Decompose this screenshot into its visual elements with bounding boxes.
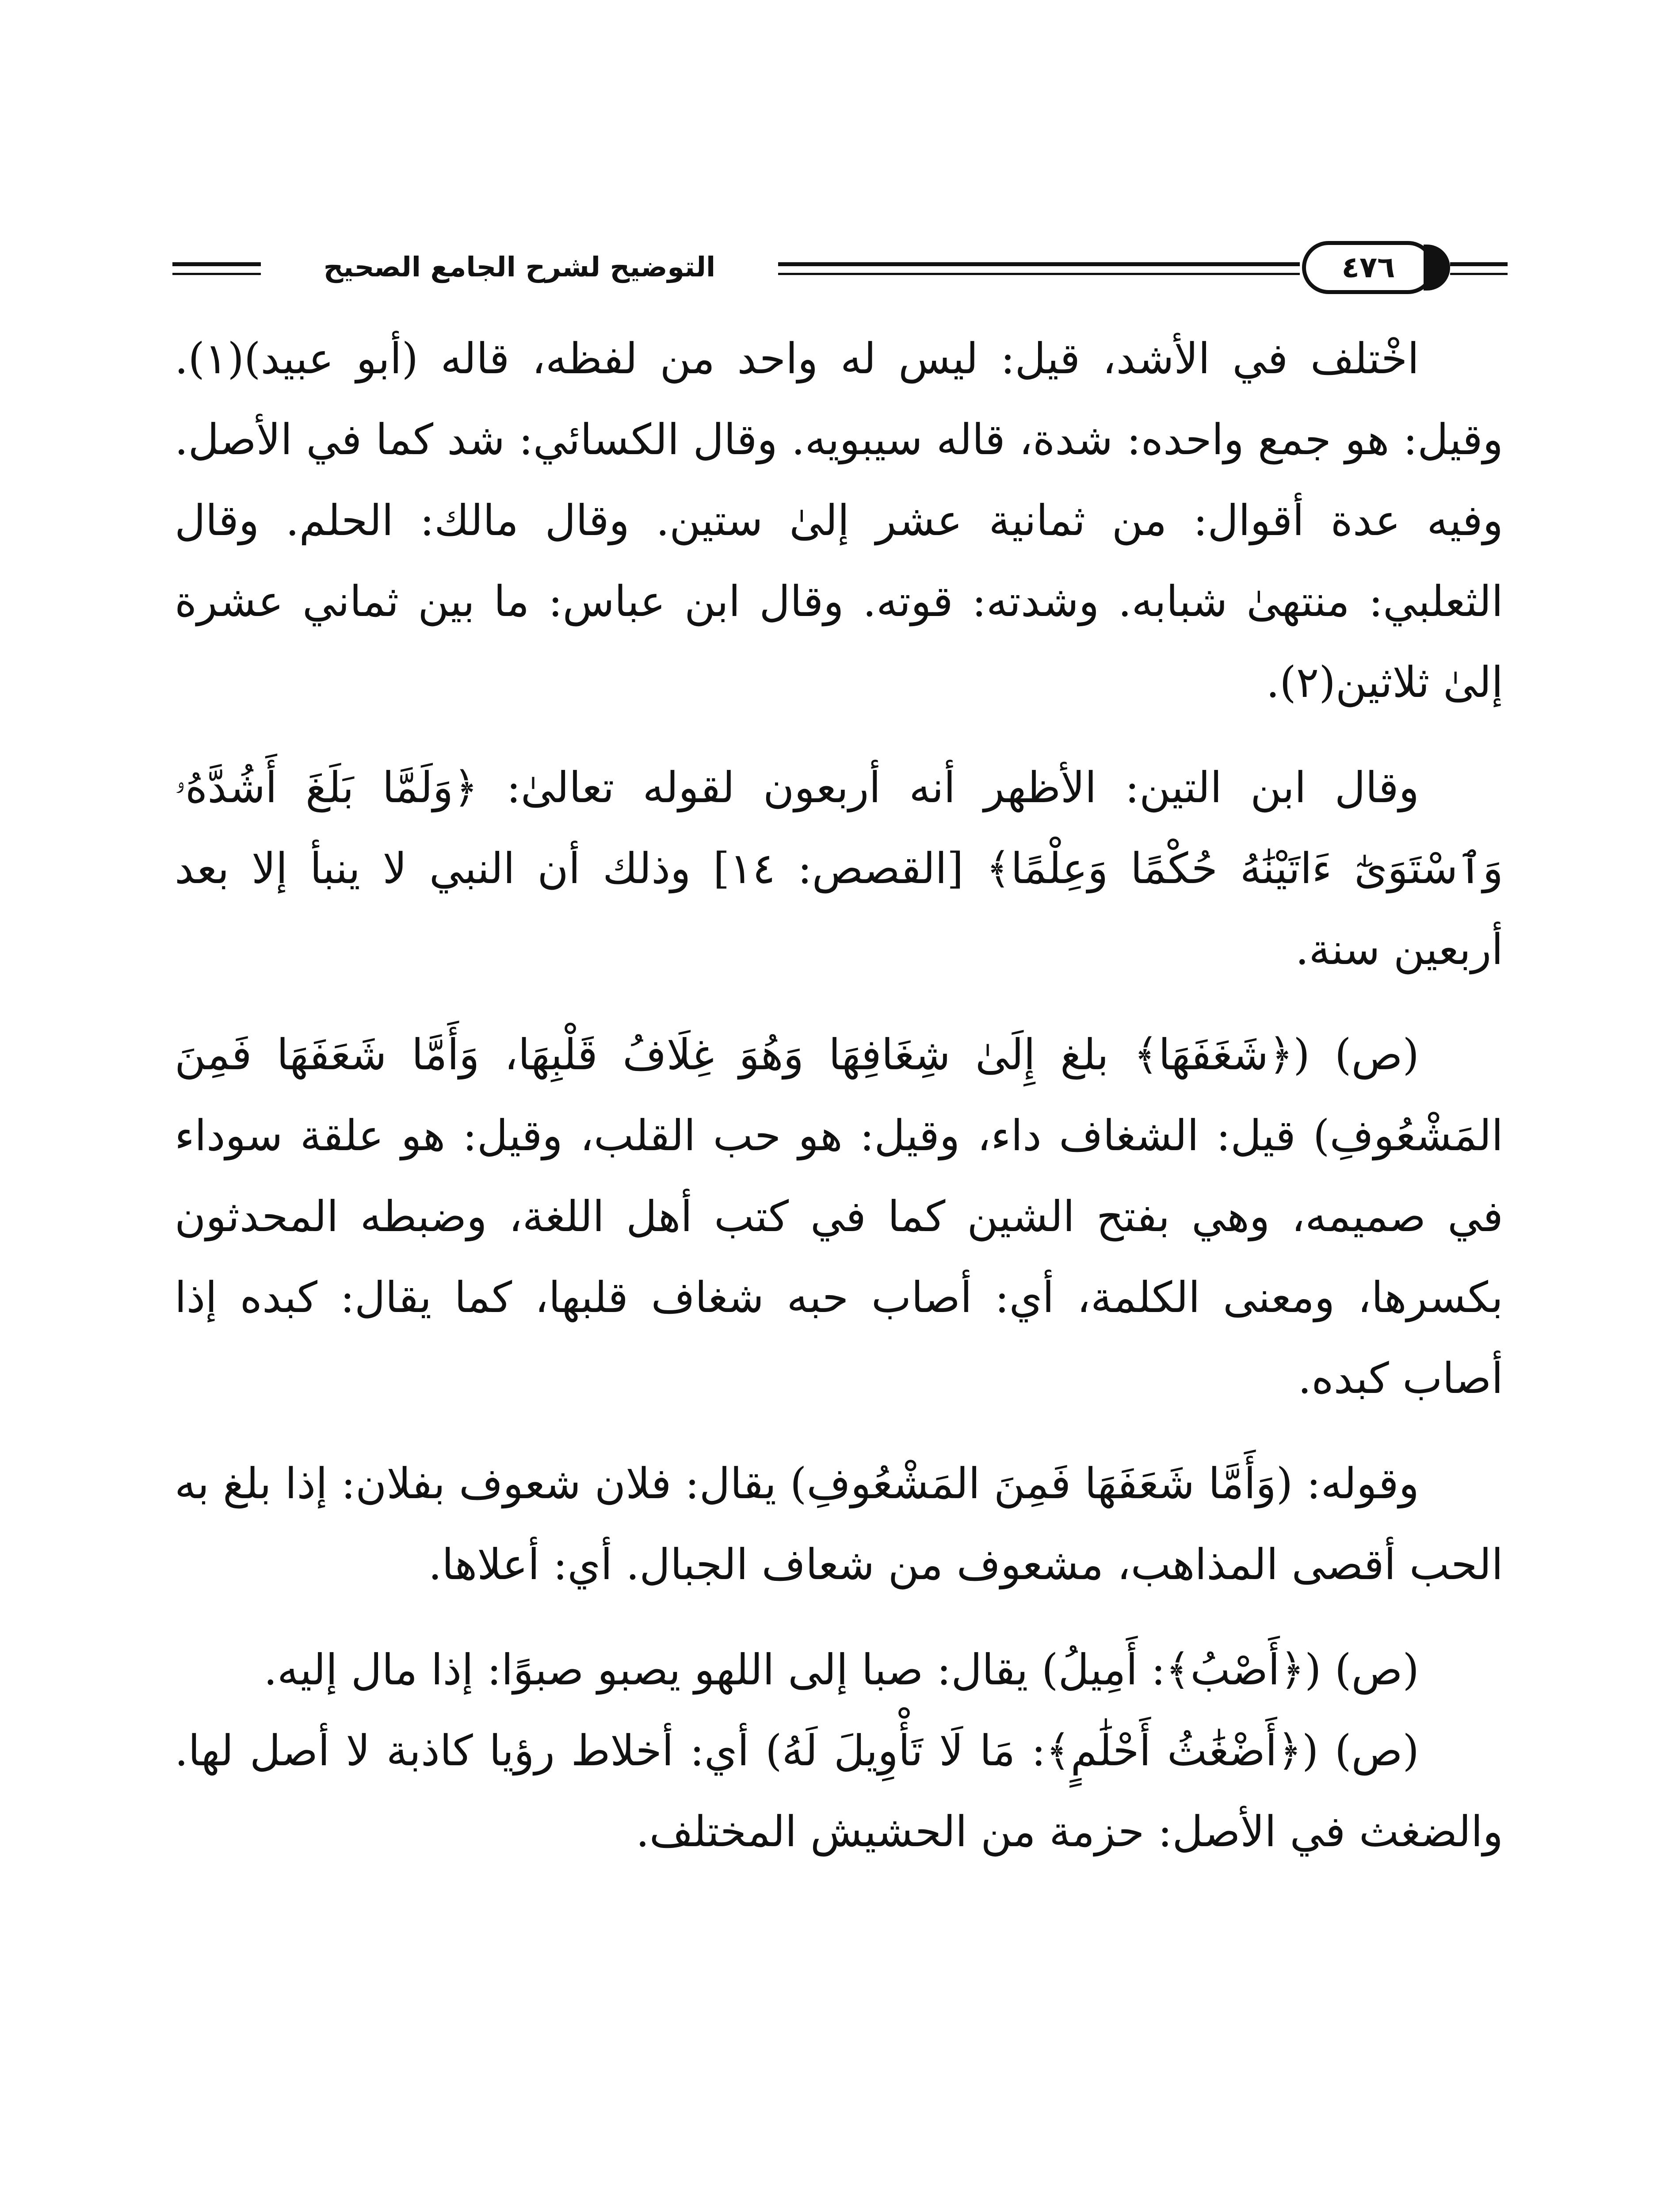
paragraph-ashudd: اخْتلف في الأشد، قيل: ليس له واحد من لفظه، قاله (أبو عبيد)(١). وقيل: هو جمع واحده: شدة، قاله سيبويه. وقال الكسائي: شد كما في الأصل. وفيه عدة أقوال: من ثمانية عشر إلىٰ ستين. وقال مالك: الحلم. وقال الثعلبي: منتهىٰ شبابه. وشدته: قوته. وقال ابن عباس: ما بين ثماني عشرة إلىٰ ثلاثين(٢). bbox=[175, 334, 1504, 707]
header-rule-left-top bbox=[172, 262, 261, 266]
paragraph-asbu: (ص) (﴿أَصْبُ﴾: أَمِيلُ) يقال: صبا إلى اللهو يصبو صبوًا: إذا مال إليه. bbox=[263, 1645, 1419, 1695]
book-title: التوضيح لشرح الجامع الصحيح bbox=[323, 251, 716, 283]
paragraph-adghath: (ص) (﴿أَضْغَٰثُ أَحْلَٰمٍ﴾: مَا لَا تَأْوِيلَ لَهُ) أي: أخلاط رؤيا كاذبة لا أصل لها. والضغث في الأصل: حزمة من الحشيش المختلف. bbox=[175, 1726, 1503, 1856]
paragraph-shaghafaha: (ص) (﴿شَغَفَهَا﴾ بلغ إِلَىٰ شِغَافِهَا وَهُوَ غِلَافُ قَلْبِهَا، وَأَمَّا شَعَفَهَا فَمِنَ المَشْعُوفِ) قيل: الشغاف داء، وقيل: هو حب القلب، وقيل: هو علقة سوداء في صميمه، وهي بفتح الشين كما في كتب أهل اللغة، وضبطه المحدثون بكسرها، ومعنى الكلمة، أي: أصاب حبه شغاف قلبها، كما يقال: كبده إذا أصاب كبده. bbox=[175, 1030, 1503, 1403]
header-rule-right-top bbox=[1450, 262, 1508, 266]
header-rule-middle-bottom bbox=[778, 273, 1300, 275]
running-header bbox=[172, 237, 1508, 303]
paragraph-ibn-al-tin: وقال ابن التين: الأظهر أنه أربعون لقوله تعالىٰ: ﴿وَلَمَّا بَلَغَ أَشُدَّهُۥ وَٱسْتَوَىٰٓ ءَاتَيْنَٰهُ حُكْمًا وَعِلْمًا﴾ [القصص: ١٤] وذلك أن النبي لا ينبأ إلا بعد أربعين سنة. bbox=[175, 763, 1504, 974]
paragraph-shaafaha: وقوله: (وَأَمَّا شَعَفَهَا فَمِنَ المَشْعُوفِ) يقال: فلان شعوف بفلان: إذا بلغ به الحب أقصى المذاهب، مشعوف من شعاف الجبال. أي: أعلاها. bbox=[175, 1459, 1503, 1589]
header-rule-left-bottom bbox=[172, 273, 261, 275]
header-rule-middle-top bbox=[778, 262, 1300, 266]
main-text bbox=[175, 318, 1503, 1872]
page-number: ٤٧٦ bbox=[1302, 241, 1435, 294]
header-rule-right-bottom bbox=[1450, 273, 1508, 275]
